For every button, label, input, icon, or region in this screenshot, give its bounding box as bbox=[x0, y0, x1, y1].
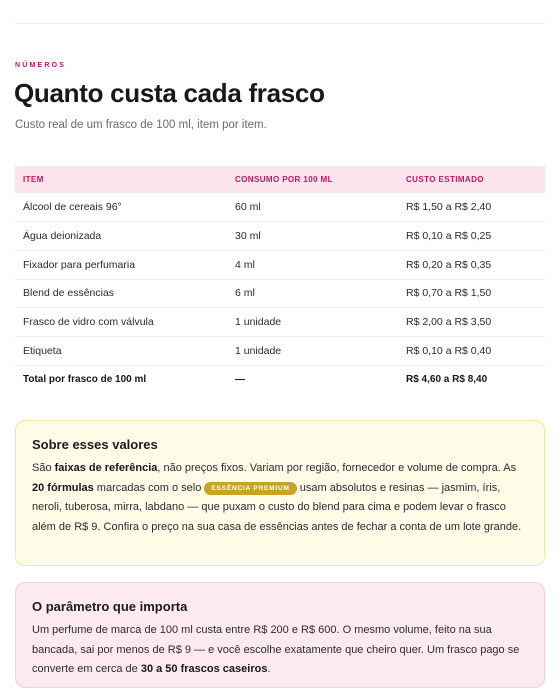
parameter-note-card bbox=[15, 582, 545, 688]
column-header-item: ITEM bbox=[15, 166, 227, 193]
text-run: marcadas com o selo bbox=[93, 481, 205, 494]
section-eyebrow: NÚMEROS bbox=[15, 62, 67, 69]
text-run: São bbox=[32, 462, 55, 474]
text-run: Um perfume de marca de 100 ml custa entre R$ 200 e R$ 600. O mesmo volume, feito na sua bancada, sai por menos de R$ 9 — e você escolhe exatamente que cheiro quer. Um frasco pago se converte em cerca de bbox=[32, 624, 520, 675]
total-consumo: — bbox=[235, 374, 245, 386]
premium-essence-badge: ESSÊNCIA PREMIUM bbox=[204, 482, 296, 495]
cell-consumo: 1 unidade bbox=[227, 336, 398, 365]
values-note-text bbox=[32, 459, 528, 537]
values-note-title: Sobre esses valores bbox=[32, 437, 158, 452]
cell-item: Álcool de cereais 96° bbox=[15, 193, 227, 222]
text-run: usam absolutos e resinas — jasmim, íris, neroli, tuberosa, mirra, labdano — que puxam o custo do blend para cima e podem levar o frasco além de R$ 9. Confira o preço na sua casa de essências antes de fechar a conta de um lote grande. bbox=[32, 481, 522, 533]
cell-custo: R$ 0,70 a R$ 1,50 bbox=[398, 279, 545, 308]
cell-custo: R$ 0,10 a R$ 0,40 bbox=[398, 336, 545, 365]
cell-custo: R$ 1,50 a R$ 2,40 bbox=[398, 193, 545, 222]
table-row bbox=[15, 193, 545, 222]
table-header-row bbox=[15, 166, 545, 193]
cell-custo: R$ 0,20 a R$ 0,35 bbox=[398, 250, 545, 279]
cost-table bbox=[15, 166, 545, 394]
column-header-custo: CUSTO ESTIMADO bbox=[398, 166, 545, 193]
emphasis-formula-count: 20 fórmulas bbox=[32, 481, 94, 494]
cell-item: Etiqueta bbox=[15, 336, 227, 365]
table-row bbox=[15, 222, 545, 251]
text-run: . bbox=[267, 663, 271, 675]
cell-item: Fixador para perfumaria bbox=[15, 250, 227, 279]
cell-consumo: 30 ml bbox=[227, 222, 398, 251]
emphasis-reference-ranges: faixas de referência bbox=[54, 462, 158, 474]
top-divider bbox=[15, 23, 545, 24]
cell-item: Frasco de vidro com válvula bbox=[15, 308, 227, 337]
parameter-note-text bbox=[32, 621, 528, 680]
table-row bbox=[15, 279, 545, 308]
cell-consumo: 6 ml bbox=[227, 279, 398, 308]
parameter-note-title: O parâmetro que importa bbox=[32, 599, 188, 614]
total-label: Total por frasco de 100 ml bbox=[23, 374, 147, 386]
text-run: , não preços fixos. Variam por região, fornecedor e volume de compra. As bbox=[157, 462, 517, 474]
cell-consumo: 1 unidade bbox=[227, 308, 398, 337]
page-subtitle: Custo real de um frasco de 100 ml, item por item. bbox=[15, 119, 267, 131]
cell-consumo: 60 ml bbox=[227, 193, 398, 222]
emphasis-bottle-count: 30 a 50 frascos caseiros bbox=[140, 663, 268, 675]
page-title: Quanto custa cada frasco bbox=[14, 78, 325, 108]
cell-item: Água deionizada bbox=[15, 222, 227, 251]
table-row bbox=[15, 308, 545, 337]
cell-custo: R$ 2,00 a R$ 3,50 bbox=[398, 308, 545, 337]
column-header-consumo: CONSUMO POR 100 ML bbox=[227, 166, 398, 193]
table-row bbox=[15, 250, 545, 279]
cell-custo: R$ 0,10 a R$ 0,25 bbox=[398, 222, 545, 251]
values-note-card bbox=[15, 420, 545, 566]
total-custo: R$ 4,60 a R$ 8,40 bbox=[406, 374, 488, 386]
cell-consumo: 4 ml bbox=[227, 250, 398, 279]
table-total-row bbox=[15, 365, 545, 394]
table-row bbox=[15, 336, 545, 365]
cell-item: Blend de essências bbox=[15, 279, 227, 308]
